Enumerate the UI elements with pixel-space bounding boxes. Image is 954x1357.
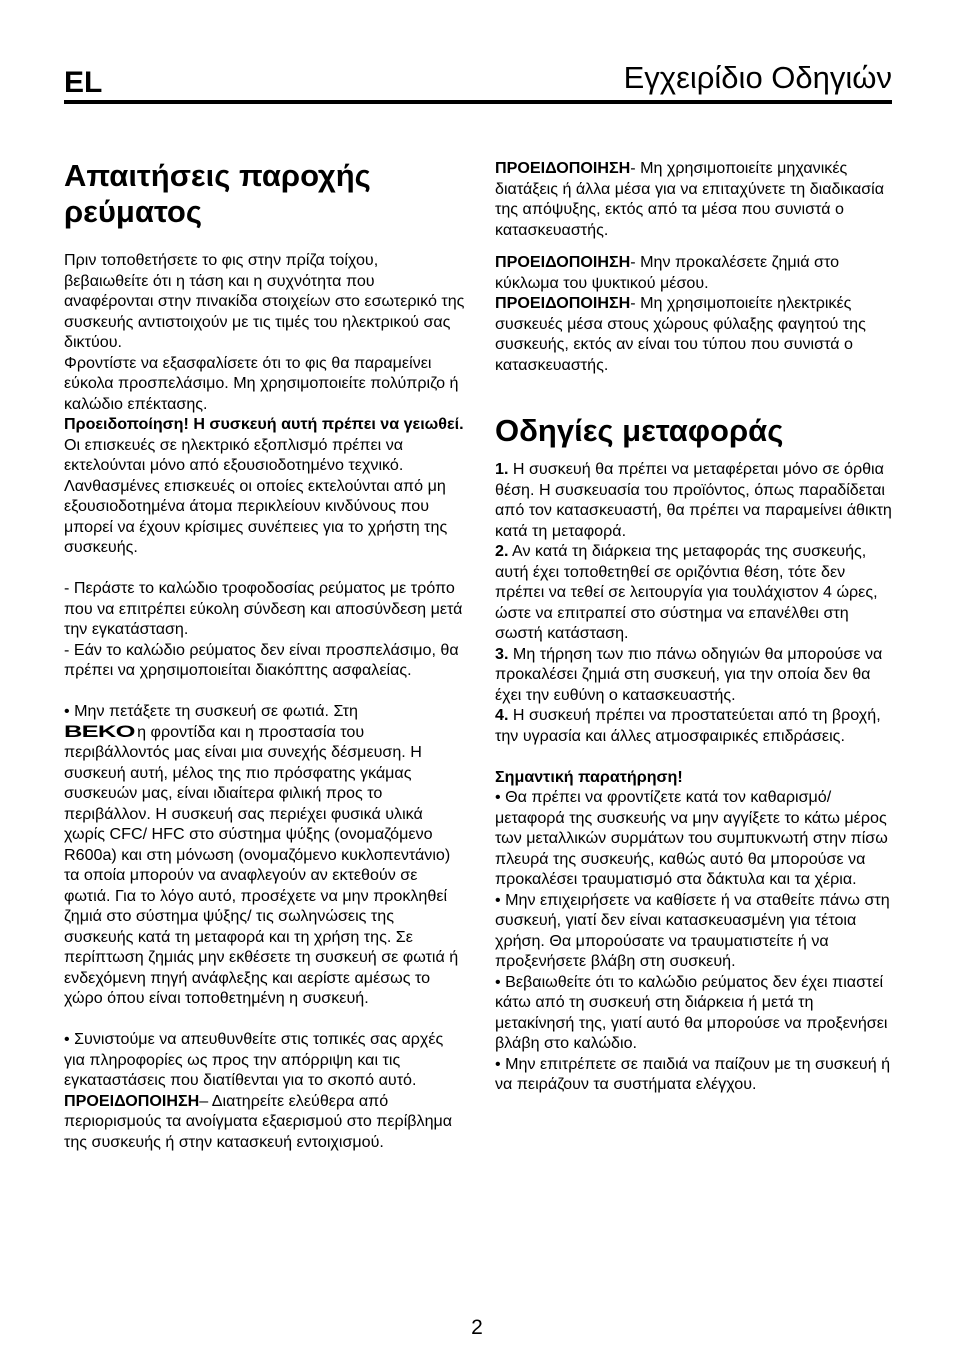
disposal-paragraph: • Συνιστούμε να απευθυνθείτε στις τοπικές σας αρχές για πληροφορίες ως προς την απόρριψη και τις εγκαταστάσεις που διατίθενται για το σκοπό αυτό. — [64, 1030, 444, 1089]
right-column — [495, 158, 893, 1095]
environment-paragraph-intro: • Μην πετάξετε τη συσκευή σε φωτιά. Στη — [64, 702, 358, 720]
beko-logo: BEKO — [64, 721, 135, 741]
manual-title: Εγχειρίδιο Οδηγιών — [623, 60, 892, 95]
safety-switch-paragraph: - Εάν το καλώδιο ρεύματος δεν είναι προσπελάσιμο, θα πρέπει να χρησιμοποιείται διακόπτης ασφαλείας. — [64, 640, 459, 679]
note-bullet-sitting: • Μην επιχειρήσετε να καθίσετε ή να σταθείτε πάνω στη συσκευή, γιατί δεν είναι κατασκευασμένη για τέτοια χρήση. Θα μπορούσατε να τραυματιστείτε ή να προξενήσετε βλάβη στη συσκευή. — [495, 890, 890, 970]
important-note-label: Σημαντική παρατήρηση! — [495, 767, 683, 786]
page-number: 2 — [471, 1316, 483, 1339]
transport-item-2: 2. Αν κατά τη διάρκεια της μεταφοράς της συσκευής, αυτή έχει τοποθετηθεί σε οριζόντια θέση, τότε δεν πρέπει να τεθεί σε λειτουργία για τουλάχιστον 4 ώρες, ώστε να επιτραπεί στο σύστημα να επανέλθει στη σωστή κατάσταση. — [495, 542, 878, 642]
environment-paragraph: BEKO η φροντίδα και η προστασία του περιβάλλοντός μας είναι μια συνεχής δέσμευση. Η συσκευή αυτή, μέλος της πιο πρόσφατης γκάμας συσκευών μας, είναι ιδιαίτερα φιλική προς το περιβάλλον. Η συσκευή σας περιέχει φυσικά υλικά χωρίς CFC/ HFC στο σύστημα ψύξης (ονομαζόμενο R600a) και στη μόνωση (ονομαζόμενο κυκλοπεντάνιο) τα οποία μπορούν να αναφλεγούν αν εκτεθούν σε φωτιά. Για το λόγο αυτό, προσέχετε να μην προκληθεί ζημιά στο σύστημα ψύξης/ τις σωληνώσεις της συσκευής κατά τη μεταφορά και τη χρήση της. Σε περίπτωση ζημιάς μην εκθέσετε τη συσκευή σε φωτιά ή ενδεχόμενη πηγή ανάφλεξης και αερίστε αμέσως το χώρο όπου είναι τοποθετημένη η συσκευή. — [64, 721, 459, 1007]
refrigerant-warning: ΠΡΟΕΙΔΟΠΟΙΗΣΗ- Μην προκαλέσετε ζημιά στο κύκλωμα του ψυκτικού μέσου. — [495, 253, 840, 292]
electrical-appliances-warning: ΠΡΟΕΙΔΟΠΟΙΗΣΗ- Μη χρησιμοποιείτε ηλεκτρικές συσκευές μέσα στους χώρους φύλαξης φαγητού της συσκευής, εκτός αν είναι του τύπου που συνιστά ο κατασκευαστής. — [495, 294, 866, 374]
voltage-check-paragraph: Πριν τοποθετήσετε το φις στην πρίζα τοίχου, βεβαιωθείτε ότι η τάση και η συχνότητα που αναφέρονται στην πινακίδα στοιχείων στο εσωτερικό της συσκευής αντιστοιχούν με τις τιμές του ηλεκτρικού σας δικτύου. — [64, 251, 465, 351]
transport-heading: Οδηγίες μεταφοράς — [495, 413, 784, 448]
grounding-warning: Προειδοποίηση! Η συσκευή αυτή πρέπει να γειωθεί. — [64, 415, 464, 433]
transport-item-1: 1. Η συσκευή θα πρέπει να μεταφέρεται μόνο σε όρθια θέση. Η συσκευασία του προϊόντος, όπως παραδίδεται από τον κατασκευαστή, θα πρέπει να παραμείνει άθικτη κατά τη μεταφορά. — [495, 460, 892, 540]
transport-item-4: 4. Η συσκευή πρέπει να προστατεύεται από τη βροχή, την υγρασία και άλλες ατμοσφαιρικές επιδράσεις. — [495, 706, 881, 745]
power-supply-heading: Απαιτήσεις παροχής ρεύματος — [64, 158, 371, 229]
cable-routing-paragraph: - Περάστε το καλώδιο τροφοδοσίας ρεύματος με τρόπο που να επιτρέπει εύκολη σύνδεση και αποσύνδεση μετά την εγκατάσταση. — [64, 579, 463, 638]
note-bullet-children: • Μην επιτρέπετε σε παιδιά να παίζουν με τη συσκευή ή να πειράζουν τα συστήματα ελέγχου. — [495, 1054, 891, 1093]
left-column — [64, 158, 466, 1152]
note-bullet-condenser: • Θα πρέπει να φροντίζετε κατά τον καθαρισμό/ μεταφορά της συσκευής να μην αγγίξετε το κάτω μέρος των μεταλλικών συρμάτων του συμπυκνωτή στην πίσω πλευρά της συσκευής, καθώς αυτό θα μπορούσε να προκαλέσει τραυματισμό στα δάκτυλα και τα χέρια. — [495, 788, 888, 888]
transport-item-3: 3. Μη τήρηση των πιο πάνω οδηγιών θα μπορούσε να προκαλέσει ζημιά στη συσκευή, για την οποία δεν θα έχει την ευθύνη ο κατασκευαστής. — [495, 644, 883, 704]
header-rule — [64, 100, 892, 104]
language-code: EL — [64, 66, 103, 99]
repairs-paragraph: Οι επισκευές σε ηλεκτρικό εξοπλισμό πρέπει να εκτελούνται μόνο από εξουσιοδοτημένο τεχνικό. Λανθασμένες επισκευές οι οποίες εκτελούνται από μη εξουσιοδοτημένα άτομα περικλείουν κινδύνους που μπορεί να έχουν κρίσιμες συνέπειες για το χρήστη της συσκευής. — [64, 435, 448, 556]
plug-access-paragraph: Φροντίστε να εξασφαλίσετε ότι το φις θα παραμείνει εύκολα προσπελάσιμο. Μη χρησιμοποιείτε πολύπριζο ή καλώδιο επέκτασης. — [64, 353, 459, 413]
note-bullet-cable: • Βεβαιωθείτε ότι το καλώδιο ρεύματος δεν έχει πιαστεί κάτω από τη συσκευή στη διάρκεια ή μετά τη μετακίνησή της, γιατί αυτό θα μπορούσε να προξενήσει βλάβη στο καλώδιο. — [495, 972, 888, 1052]
defrost-warning: ΠΡΟΕΙΔΟΠΟΙΗΣΗ- Μη χρησιμοποιείτε μηχανικές διατάξεις ή άλλα μέσα για να επιταχύνετε τη διαδικασία της απόψυξης, εκτός από τα μέσα που συνιστά ο κατασκευαστής. — [495, 159, 885, 239]
ventilation-warning: ΠΡΟΕΙΔΟΠΟΙΗΣΗ– Διατηρείτε ελεύθερα από περιορισμούς τα ανοίγματα εξαερισμού στο περίβλημα της συσκευής ή στην κατασκευή εντοιχισμού. — [64, 1091, 453, 1151]
